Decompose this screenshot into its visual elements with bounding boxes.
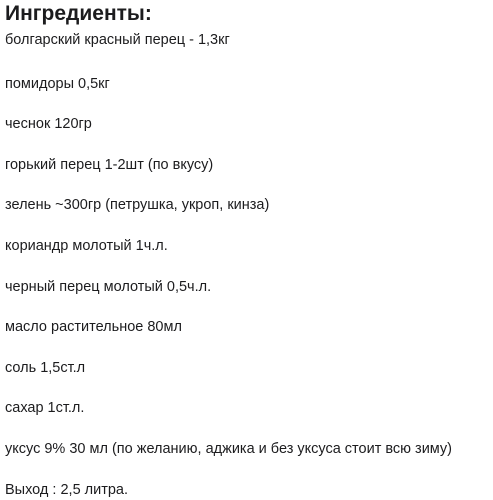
ingredient-item: болгарский красный перец - 1,3кг: [5, 32, 230, 48]
ingredient-item: уксус 9% 30 мл (по желанию, аджика и без уксуса стоит всю зиму): [5, 441, 453, 457]
ingredient-item: помидоры 0,5кг: [5, 76, 110, 92]
yield-text: Выход : 2,5 литра.: [5, 482, 129, 498]
ingredient-item: чеснок 120гр: [5, 116, 92, 132]
ingredients-heading: Ингредиенты:: [5, 2, 152, 25]
ingredient-item: кориандр молотый 1ч.л.: [5, 238, 168, 254]
ingredient-item: сахар 1ст.л.: [5, 400, 85, 416]
ingredient-item: зелень ~300гр (петрушка, укроп, кинза): [5, 197, 270, 213]
ingredient-item: соль 1,5ст.л: [5, 360, 86, 376]
ingredient-item: горький перец 1-2шт (по вкусу): [5, 157, 214, 173]
ingredient-item: черный перец молотый 0,5ч.л.: [5, 279, 212, 295]
ingredient-item: масло растительное 80мл: [5, 319, 182, 335]
